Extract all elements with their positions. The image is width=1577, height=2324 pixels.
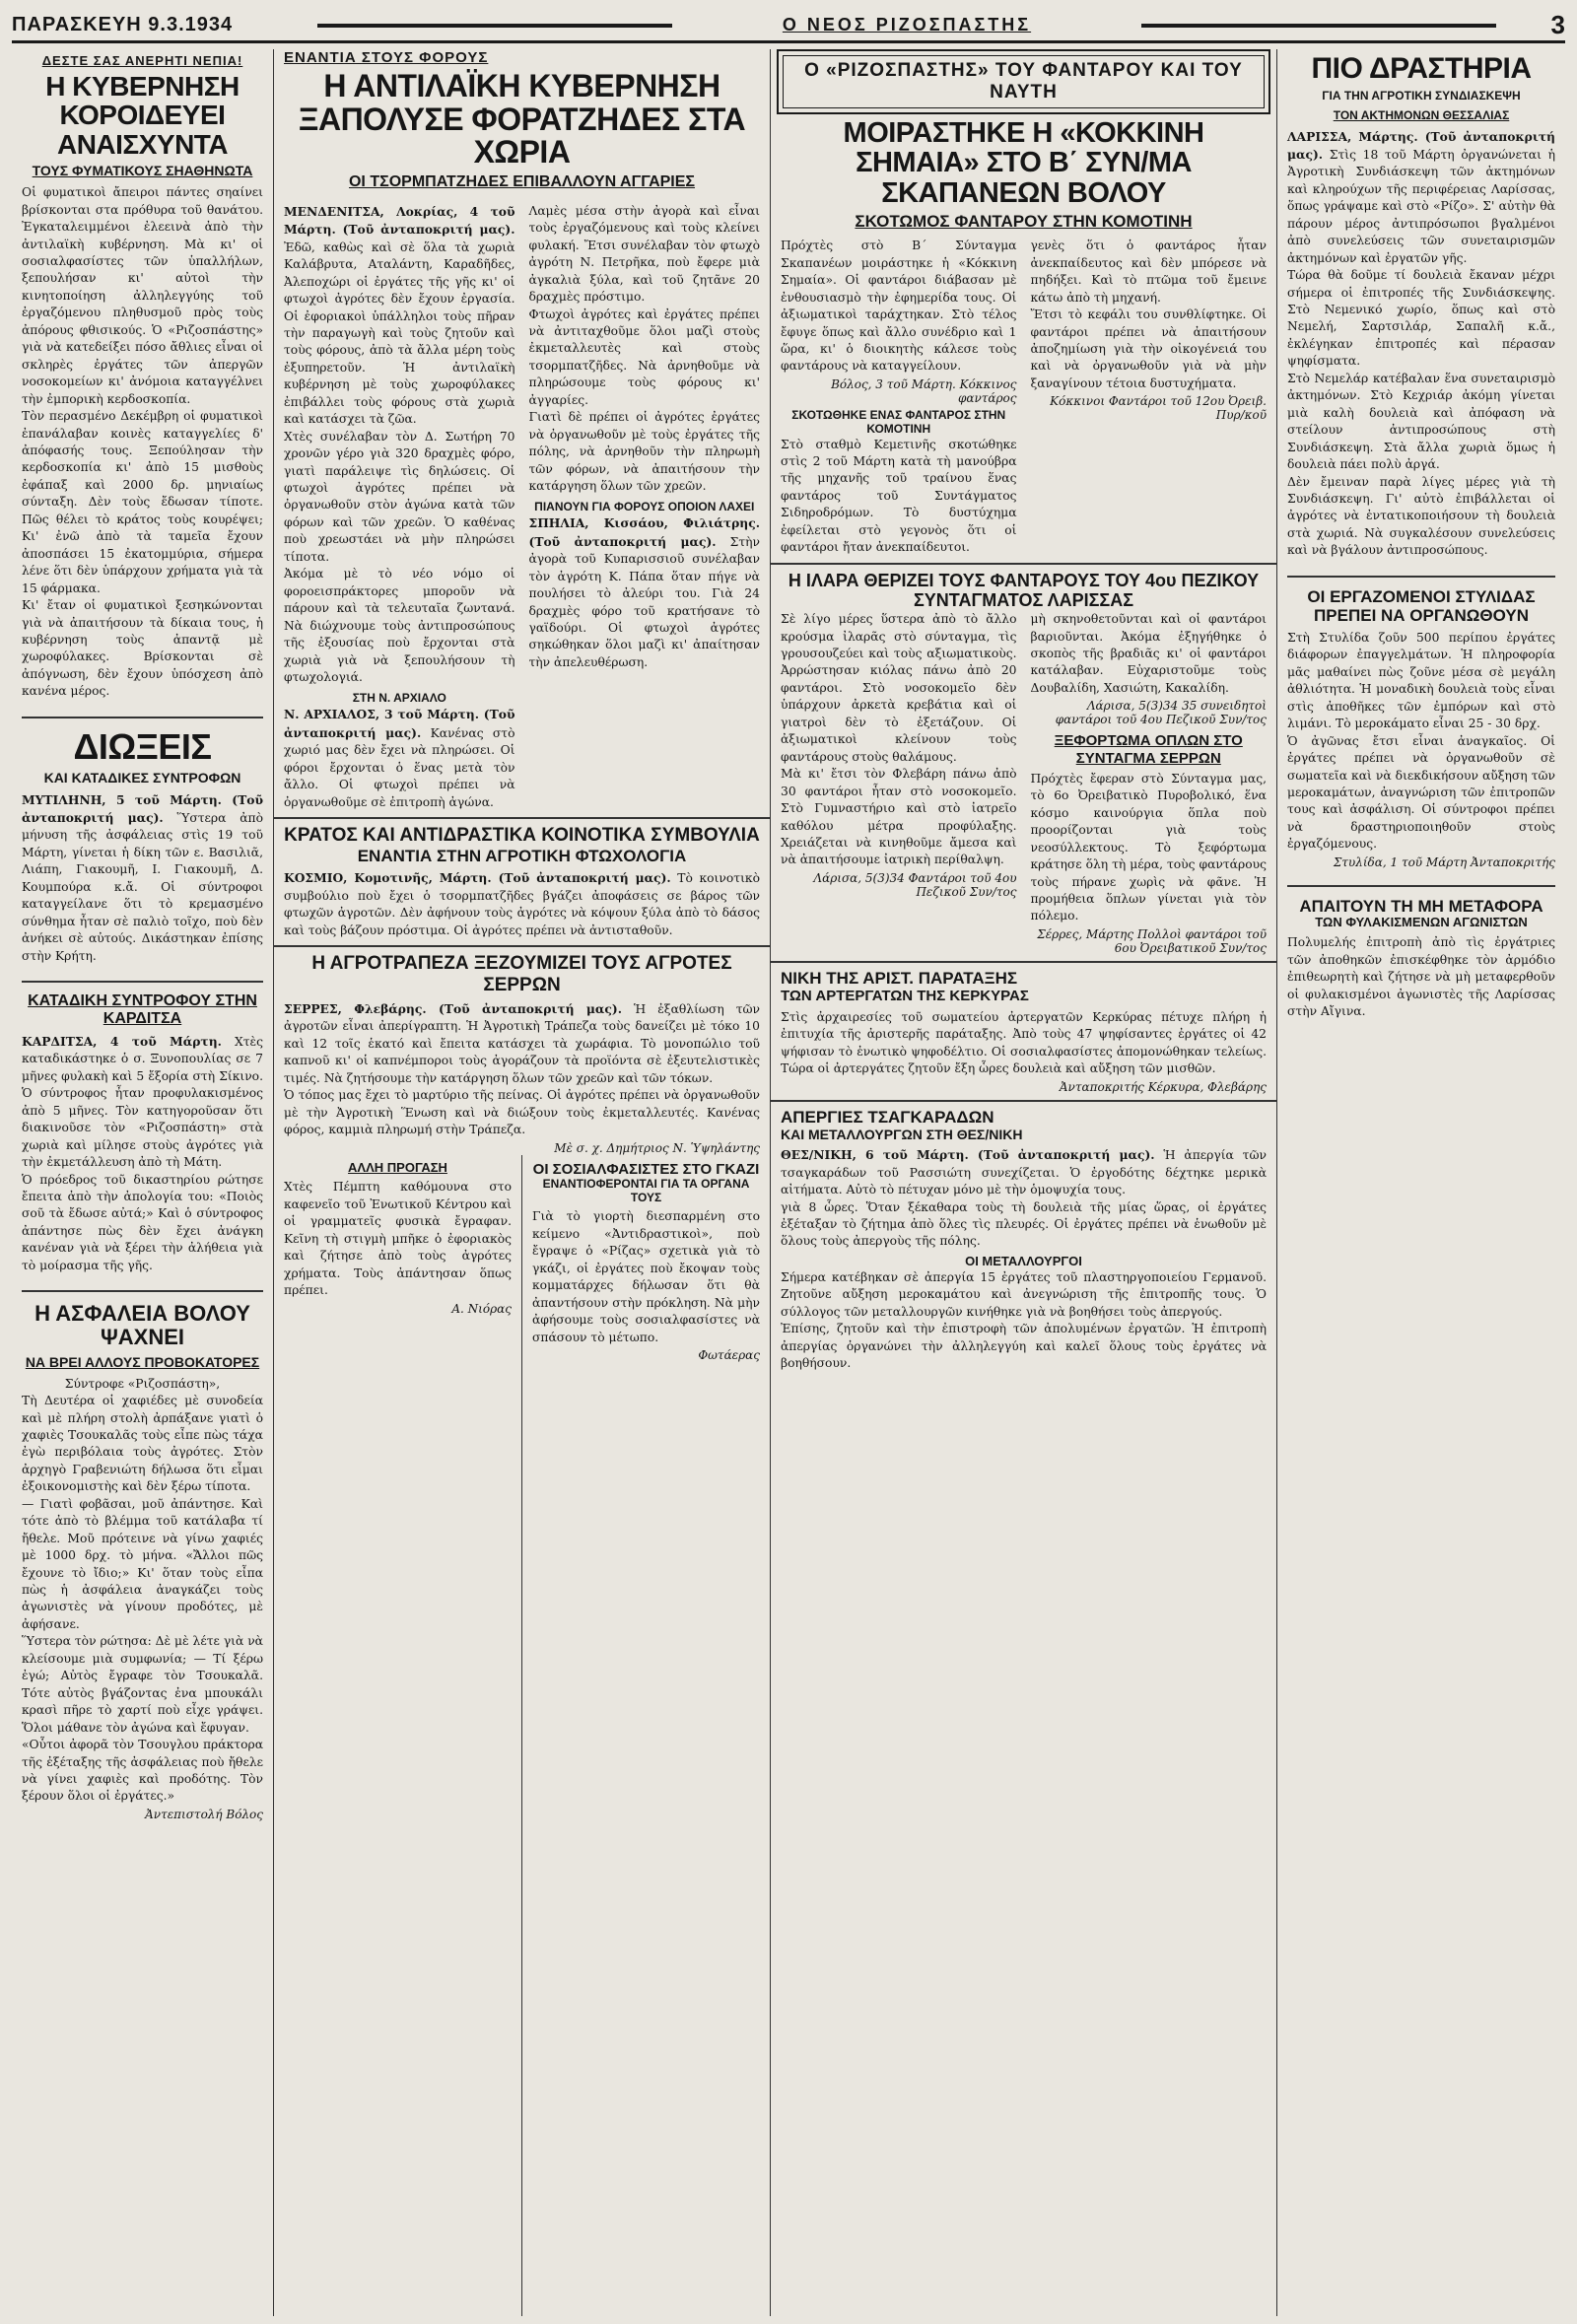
section-title: Ο «ΡΙΖΟΣΠΑΣΤΗΣ» ΤΟΥ ΦΑΝΤΑΡΟΥ ΚΑΙ ΤΟΥ ΝΑΥΤΗ (783, 55, 1265, 108)
article-paragraph: Σὲ λίγο μέρες ὕστερα ἀπὸ τὸ ἄλλο κρούσμα ἰλαρᾶς στὸ σύνταγμα, τὶς γρουσουζεύει καὶ τοὺς αξιωματικοὺς. Ἀρρώστησαν κιόλας πάνω ἀπὸ 20 φαντάροι. Στὸ νοσοκομεῖο δὲν ὑπάρχουν ἀρκετὰ κρεβάτια καὶ οἱ γιατροὶ δὲν τὸ ἐξετάζουν. Οἱ ἀξιωματικοὶ κλείνουν τοὺς φαντάρους στοὺς θαλάμους. (781, 612, 1017, 764)
subcolumn-right (1031, 238, 1268, 556)
divider (1287, 885, 1555, 887)
article-headline: ΜΟΙΡΑΣΤΗΚΕ Η «ΚΟΚΚΙΝΗ ΣΗΜΑΙΑ» ΣΤΟ Β΄ ΣΥΝ/ΜΑ ΣΚΑΠΑΝΕΩΝ ΒΟΛΟΥ (843, 117, 1204, 209)
subcolumn-right (529, 203, 761, 811)
article-headline: ΑΠΕΡΓΙΕΣ ΤΣΑΓΚΑΡΑΔΩΝ (781, 1107, 994, 1127)
article-paragraph: Ἀκόμα μὲ τὸ νέο νόμο οἱ φοροεισπράκτορες μποροῦν νὰ πάρουν καὶ τὰ τελευταῖα ζωντανά. Νὰ διώχνουμε τοὺς ἀντιπροσώπους τῆς ἐξουσίας ποὺ ἔρχονται στὰ χωριὰ γιὰ νὰ ξεπουλήσουν τὴ φτωχολογιά. (284, 567, 515, 685)
divider (22, 717, 263, 718)
article-paragraph (284, 869, 760, 939)
article-paragraph: Ἔτσι τὸ κεφάλι του συνθλίφτηκε. Οἱ φαντάροι πρέπει νὰ ἀπαιτήσουν ἀποζημίωση γιὰ τὴν οἰκογένειά του καὶ νὰ ὀργανωθοῦν γιὰ νὰ μὴν ξαναγίνουν τέτοια δυστυχήματα. (1030, 308, 1267, 390)
article-paragraph: — Γιατὶ φοβᾶσαι, μοῦ ἀπάντησε. Καὶ τότε ἀπὸ τὸ βλέμμα τοῦ κατάλαβα τί ἤθελε. Μοῦ πρότεινε νὰ γίνω χαφιές μὲ 1000 δρχ. τὸ μήνα. «Ἄλλοι πῶς ἔχουνε τὸ ἴδιο;» Κι' ὅταν τοὺς εἶπα πὼς ἡ ἀσφάλεια ἀναγκάζει τοὺς ἀγωνιστὲς νὰ γίνουν προδότες, μὲ ἀφήσανε. (22, 1496, 263, 1631)
article-text: Χτὲς καταδικάστηκε ὁ σ. Ξυνοπουλίας σε 7 μῆνες φυλακὴ καὶ 5 ἔξορία στὴ Σίκινο. Ὁ σύντροφος ἦταν προφυλακισμένος ἀπὸ 5 μῆνες. Τὸν κατηγοροῦσαν ὅτι διακινοῦσε τὸν «Ριζοσπάστη» στὰ χωριὰ καὶ μίλησε στοὺς ἀγρότες γιὰ τὴν ἐκμετάλλευση ἀπὸ τὴ Μάτη. (22, 1034, 263, 1170)
divider (274, 817, 770, 819)
article-text: Στὴν ἀγορὰ τοῦ Κυπαρισσιοῦ συνέλαβαν τὸν ἀγρότη Κ. Πάπα ὅταν πήγε νὰ πουλήσει τὸ ἀλεύρι του. Γιὰ 24 δραχμὲς φόρο τοῦ κρατήσανε τὸ γαϊδούρι. Οἱ φτωχοὶ ἀγρότες σηκώθηκαν ὅλοι μαζὶ κι' ἀπαίτησαν τὴν ἀπελευθέρωση. (528, 534, 760, 669)
article-text: Τὸ κοινοτικὸ συμβούλιο ποὺ ἔχει ὁ τσορμπατζῆδες βγάζει ἀποφάσεις σε βάρος τῶν φτωχῶν ἀγροτῶν. Δὲν ἀφήνουν τοὺς ἀγρότες νὰ κόψουν ξύλα ἀπὸ τὸ δάσος καὶ τοὺς βάζουν πρόστιμα. Οἱ ἀγρότες πρέπει νὰ ἀντισταθοῦν. (284, 871, 760, 937)
article-subhead: ΠΡΕΠΕΙ ΝΑ ΟΡΓΑΝΩΘΟΥΝ (1314, 606, 1529, 626)
article-paragraph: Μὰ κι' ἔτσι τὸν Φλεβάρη πάνω ἀπὸ 30 φαντάροι ἦταν στὸ νοσοκομεῖο. Στὸ Γυμναστήριο καὶ στὸ ἰατρεῖο καθόλου μέτρα προφύλαξης. Χρειάζεται νὰ κινηθοῦμε ἄμεσα καὶ νὰ ἀπαιτήσουμε ἰατρικὴ περίθαλψη. (781, 767, 1017, 867)
article-headline: ΟΙ ΣΟΣΙΑΛΦΑΣΙΣΤΕΣ ΣΤΟ ΓΚΑΖΙ (532, 1160, 760, 1178)
article-subhead: ΝΑ ΒΡΕΙ ΑΛΛΟΥΣ ΠΡΟΒΟΚΑΤΟΡΕΣ (25, 1353, 260, 1370)
article-signature: Φωτάερας (698, 1347, 760, 1362)
article-paragraph: Γιατὶ δὲ πρέπει οἱ ἀγρότες ἐργάτες νὰ ὀργανωθοῦν μὲ τοὺς ἐργάτες τῆς πόλης, νὰ ἀρνηθοῦν τὴν πληρωμὴ τῶν φόρων, νὰ ἀπαιτήσουν τὴν κατάργηση ὅλων τῶν χρεῶν. (528, 410, 760, 494)
subcolumn-left (781, 238, 1017, 556)
newspaper-title: Ο ΝΕΟΣ ΡΙΖΟΣΠΑΣΤΗΣ (782, 15, 1032, 34)
divider (1287, 576, 1555, 578)
subcolumn-left (781, 611, 1017, 955)
article-dateline: ΚΟΣΜΙΟ, Κομοτινῆς, Μάρτη. (Τοῦ ἀνταποκριτή μας). (284, 870, 671, 886)
article-measles (771, 571, 1276, 611)
divider (771, 961, 1276, 963)
article-headline: ΑΛΛΗ ΠΡΟΓΑΣΗ (348, 1159, 447, 1175)
article-signature: Σέρρες, Μάρτης Πολλοὶ φαντάροι τοῦ 6ου Ὀρειβατικοῦ Συν/τος (1037, 926, 1267, 955)
article-paragraph (781, 1146, 1267, 1198)
article-subhead: ΣΚΟΤΩΜΟΣ ΦΑΝΤΑΡΟΥ ΣΤΗΝ ΚΟΜΟΤΙΝΗ (855, 212, 1193, 232)
article-subhead: ΕΝΑΝΤΙΟΦΕΡΟΝΤΑΙ ΓΙΑ ΤΑ ΟΡΓΑΝΑ ΤΟΥΣ (542, 1176, 750, 1204)
article-kicker: ΔΕΣΤΕ ΣΑΣ ΑΝΕΡΗΤΙ ΝΕΠΙΑ! (41, 53, 243, 68)
article-red-flag (771, 114, 1276, 238)
article-paragraph: Ὁ πρόεδρος τοῦ δικαστηρίου ρώτησε ἔπειτα ἀπὸ τὴν ἀπολογία του: «Ποιὸς σοῦ τὰ ἔδωσε αὐτά;» Καὶ ὁ σύντροφος ἀπάντησε πὼς δὲν ἔχει ἀνάγκη κανέναν γιὰ νὰ ξέρει τὴν ἀλήθεια γιὰ τὸ μοίρασμα τῆς γῆς. (22, 1172, 263, 1272)
article-agrarian-conference (1287, 49, 1555, 570)
article-tuberculosis (22, 49, 263, 711)
article-subhead: ΤΟΝ ΑΚΤΗΜΟΝΩΝ ΘΕΣΣΑΛΙΑΣ (1333, 107, 1510, 122)
article-subhead: ΟΙ ΤΣΟΡΜΠΑΤΖΗΔΕΣ ΕΠΙΒΑΛΛΟΥΝ ΑΓΓΑΡΙΕΣ (348, 172, 696, 190)
article-paragraph: Ὁ ἀγῶνας ἔτσι εἶναι ἀναγκαῖος. Οἱ ἐργάτες πρέπει νὰ ὀργανωθοῦν σὲ σωματεῖα καὶ νὰ διεκδικήσουν αὔξηση τῶν μεροκαμάτων, ἀναγνώριση τῶν ἐπιτροπῶν τους καὶ ἀσφάλιση. Οἱ σύντροφοι πρέπει νὰ δραστηριοποιηθοῦν στοὺς ἐργαζόμενους. (1287, 733, 1555, 852)
divider (22, 981, 263, 983)
article-headline: ΔΙΩΞΕΙΣ (73, 725, 212, 767)
article-text: Ἡ ἐξαθλίωση τῶν ἀγροτῶν εἶναι ἀπερίγραπτη. Ἡ Ἀγροτικὴ Τράπεζα τοὺς δανείζει μὲ τόκο 10 καὶ 12 τοῖς ἑκατό καὶ ἔπειτα κατάσχει τὰ χωράφια. Τὸ μονοπώλιο τοῦ καπνοῦ κι' οἱ καπνέμποροι τοὺς ἀγοράζουν τὰ προϊόντα σὲ ἐξευτελιστικὲς τιμές. Νὰ ζητήσουμε τὴν κατάργηση ὅλων τῶν χρεῶν καὶ τῶν τόκων. (284, 1001, 760, 1085)
article-headline: Η ΑΓΡΟΤΡΑΠΕΖΑ ΞΕΖΟΥΜΙΖΕΙ ΤΟΥΣ ΑΓΡΟΤΕΣ ΣΕΡΡΩΝ (311, 953, 732, 996)
section-box-title (777, 49, 1270, 114)
masthead-rule-left (317, 24, 672, 28)
two-column-body (771, 238, 1276, 556)
article-headline: ΑΠΑΙΤΟΥΝ ΤΗ ΜΗ ΜΕΤΑΦΟΡΑ (1299, 896, 1543, 916)
article-salutation: Σύντροφε «Ριζοσπάστη», (64, 1376, 221, 1391)
article-headline: ΠΙΟ ΔΡΑΣΤΗΡΙΑ (1311, 52, 1532, 85)
article-paragraph: Πολυμελής ἐπιτροπὴ ἀπὸ τὶς ἐργάτριες τῶν ἀποθηκῶν ἐπισκέφθηκε τὸν ἀρμόδιο ἐπιθεωρητὴ καὶ ζήτησε νὰ μὴ μεταφερθοῦν οἱ φυλακισμένοι ἀγωνιστὲς τῆς Λαρίσσας στὴν Αἴγινα. (1287, 935, 1555, 1019)
article-paragraph: Ὕστερα τὸν ρώτησα: Δὲ μὲ λέτε γιὰ νὰ κλείσουμε μιὰ συμφωνία; — Τί ξέρω ἐγώ; Αὐτὸς ἔγραφε τὸν Τσουκαλᾶ. Τότε αὐτὸς βγάζοντας ἐνα μπουκάλι κρασὶ πῆρε τὸ χαρτί ποὺ εἶχε γράψει. Ὅλοι μάθανε τὸν ἀγώνα καὶ ἔφυγαν. (22, 1634, 263, 1735)
article-paragraph: Ἐπίσης, ζητοῦν καὶ τὴν ἐπιστροφὴ τῶν ἀπολυμένων ἐργατῶν. Ἡ ἐπιτροπὴ ἀπεργίας ὀργανώνει τὴν ἀλληλεγγύη καὶ καλεῖ ὅλους τοὺς ἐργάτες νὰ βοηθήσουν. (781, 1322, 1267, 1371)
article-kicker: ΕΝΑΝΤΙΑ ΣΤΟΥΣ ΦΟΡΟΥΣ (284, 49, 489, 66)
divider (274, 945, 770, 947)
article-community-councils (274, 825, 770, 939)
article-subhead: ΤΟΥΣ ΦΥΜΑΤΙΚΟΥΣ ΣΗΑΘΗΝΩΤΑ (32, 163, 253, 179)
masthead (12, 10, 1565, 43)
article-dateline: ΣΕΡΡΕΣ, Φλεβάρης. (Τοῦ ἀνταποκριτή μας). (284, 1000, 622, 1016)
article-tax-collectors (274, 49, 770, 203)
article-headline: ΠΙΑΝΟΥΝ ΓΙΑ ΦΟΡΟΥΣ ΟΠΟΙΟΝ ΛΑΧΕΙ (534, 500, 755, 514)
article-headline: ΚΑΤΑΔΙΚΗ ΣΥΝΤΡΟΦΟΥ ΣΤΗΝ ΚΑΡΔΙΤΣΑ (28, 992, 257, 1028)
article-paragraph: Γιὰ τὸ γιορτὴ διεσπαρμένη στο κείμενο «Ἀντιδραστικοὶ», ποὺ ἔγραψε ὁ «Ρίζας» σχετικὰ γιὰ τὸ γκάζι, οἱ ἐργάτες ποὺ ἔκοψαν τοὺς κομματάρχες δήλωσαν ὅτι θὰ ἀπαντήσουν στὴν πρόκληση. Νὰ μὴν ἀφήσουμε τοὺς σοσιαλφασίστες νὰ σπάσουν τὸ μέτωπο. (532, 1209, 760, 1344)
article-headline: ΣΚΟΤΩΘΗΚΕ ΕΝΑΣ ΦΑΝΤΑΡΟΣ ΣΤΗΝ ΚΟΜΟΤΙΝΗ (791, 407, 1006, 436)
article-paragraph: Πρόχτὲς ἔφεραν στὸ Σύνταγμα μας, τὸ 6ο Ὀρειβατικὸ Πυροβολικό, ἕνα κόσμο καινούργια ὅπλα ποὺ προορίζονται γιὰ τοὺς νεοσύλλεκτους. Τὸ ξεφόρτωμα κράτησε ὅλη τὴ μέρα, τοὺς φαντάρους τοὺς πήρανε χωρὶς νὰ φᾶνε. Ἡ προμήθεια ὅπλων γίνεται γιὰ τὸν πόλεμο. (1030, 771, 1267, 923)
article-karditsa (22, 989, 263, 1284)
article-headline: Η ΑΝΤΙΛΑΪΚΗ ΚΥΒΕΡΝΗΣΗ ΞΑΠΟΛΥΣΕ ΦΟΡΑΤΖΗΔΕΣ ΣΤΑ ΧΩΡΙΑ (298, 68, 746, 171)
article-paragraph (22, 791, 263, 966)
two-column-body (274, 203, 770, 811)
article-paragraph: μὴ σκηνοθετοῦνται καὶ οἱ φαντάροι βαριοῦνται. Ἀκόμα ἐξηγήθηκε ὁ σκοπὸς τῆς βραδιᾶς κι' οἱ φαντάροι κατάλαβαν. Εὐχαριστοῦμε τοὺς Δουβαλίδη, Χασιώτη, Κακαλίδη. (1030, 612, 1267, 695)
article-subhead: ΚΑΙ ΜΕΤΑΛΛΟΥΡΓΩΝ ΣΤΗ ΘΕΣ/ΝΙΚΗ (781, 1127, 1023, 1143)
article-paragraph: Τώρα θὰ δοῦμε τί δουλειὰ ἔκαναν μέχρι σήμερα οἱ ἐπιτροπές τῆς Συνδιάσκεψης. Στὸ Νεμενικό χωρίο, ὅπως καὶ στὸ Νεμελή, Σαρτσιλάρ, Σαπαλῆ κ.ἄ., ἐκλέγηκαν ἐπιτροπές καὶ πέρασαν ψηφίσματα. (1287, 268, 1555, 369)
article-paragraph: Στὴ Στυλίδα ζοῦν 500 περίπου ἐργάτες διάφορων ἐπαγγελμάτων. Ἡ πληροφορία μᾶς μαθαίνει πὼς ζοῦνε μέσα σὲ μεγάλη ἀθλιότητα. Ἡ μοναδικὴ δουλειὰ τοὺς εἶναι στὶς ἀποθῆκες τῶν ἐμπόρων καὶ στὸ λιμάνι. Τὸ μεροκάματο εἶναι 25 - 30 δρχ. (1287, 630, 1555, 731)
article-signature: Κόκκινοι Φαντάροι τοῦ 12ου Ὀρειβ. Πυρ/κοῦ (1050, 394, 1267, 423)
article-paragraph: Χτὲς συνέλαβαν τὸν Δ. Σωτήρη 70 χρονῶν γέρο γιὰ 320 δραχμὲς φόρο, γιατὶ παράλειψε τὶς δηλώσεις. Οἱ φτωχοὶ ἀγρότες πρέπει νὰ ὀργανωθοῦν στὸν ἀγώνα κατὰ τῶν φόρων καὶ τῶν χρεῶν. Ὁ καθένας ποὺ χρεωστάει νὰ μὴν πληρώσει τίποτα. (284, 429, 515, 564)
article-persecutions (22, 724, 263, 975)
article-subhead: ΤΩΝ ΑΡΤΕΡΓΑΤΩΝ ΤΗΣ ΚΕΡΚΥΡΑΣ (781, 988, 1029, 1005)
article-paragraph: Τὸν περασμένο Δεκέμβρη οἱ φυματικοὶ ἐπανάλαβαν κοινὲς καταγγελίες δ' ἀπόφασής τους. Ξεπούλησαν τὴν κερδοσκοπία κι' ἀπὸ 15 μισθοὺς ἐφάπαξ καὶ 2000 δρ. μηνιαίως σύνταξη. Δὲν τοὺς ἔδωσαν τίποτε. Πῶς θέλει τὸ κράτος τοὺς κουρέψει; Κι' ἐνῶ ἀπὸ τὰ ταμεῖα ἔχουν ἀποσπάσει 15 ἐκατομμύρια, σήμερα λένε ὅτι δὲν ὑπάρχουν χρήματα γιὰ τὰ 15 φάρμακα. (22, 409, 263, 595)
article-agrarian-bank (274, 953, 770, 1154)
article-text: Ἐδῶ, καθὼς καὶ σὲ ὅλα τὰ χωριὰ Καλάβρυτα, Αταλάντη, Καραδῆδες, Ἀλεποχώρι οἱ ἐργάτες τῆς γῆς κι' οἱ φτωχοὶ ἀγρότες δὲν ἔχουν ἐργασία. Οἱ ἐφοριακοὶ ὑπάλληλοι τοὺς πῆραν τὴν παραγωγὴ καὶ τοὺς ζητοῦν καὶ τοὺς φόρους, ἀπὸ τὰ ἄλλα μέρη τοὺς ἐξυπηρετοῦν. Ἡ ἀντιλαϊκὴ κυβέρνηση μὲ τοὺς χωροφύλακες ἐπιβάλλει τοὺς φόρους στὰ χωριὰ καὶ κατάσχει τὰ ζῶα. (284, 239, 515, 427)
article-thessaloniki-strikes (771, 1108, 1276, 1373)
divider (771, 1100, 1276, 1102)
article-headline: ΞΕΦΟΡΤΩΜΑ ΟΠΛΩΝ ΣΤΟ ΣΥΝΤΑΓΜΑ ΣΕΡΡΩΝ (1054, 732, 1243, 767)
article-text: Ὕστερα ἀπὸ μήνυση τῆς ἀσφάλειας στὶς 19 τοῦ Μάρτη, γίνεται ἡ δίκη τῶν ε. Βασιλιᾶ, Λιάπη, Γιακουμῆ, Ι. Γιακουμῆ, Δ. Κουμπούρα κ.ἄ. Οἱ σύντροφοι καταγγείλανε ὅτι τὸ κρεμασμένο σύνθημα ἦταν σὲ παλιὸ τοῖχο, ποὺ δὲν ἀνήκει σὲ αὐτούς. Δικάστηκαν ἐπίσης στὴν Κρήτη. (22, 811, 263, 963)
article-dateline: Ν. ΑΡΧΙΑΛΟΣ, 3 τοῦ Μάρτη. (Τοῦ ἀνταποκριτή μας). (284, 707, 515, 740)
article-headline: Η ΙΛΑΡΑ ΘΕΡΙΖΕΙ ΤΟΥΣ ΦΑΝΤΑΡΟΥΣ ΤΟΥ 4ου ΠΕΖΙΚΟΥ ΣΥΝΤΑΓΜΑΤΟΣ ΛΑΡΙΣΣΑΣ (788, 570, 1260, 611)
article-paragraph: Στὸ σταθμὸ Κεμετινῆς σκοτώθηκε στὶς 2 τοῦ Μάρτη κατὰ τὴ μανούβρα τῆς μηχανῆς τοῦ τραίνου ἕνας φαντάρος τοῦ Συντάγματος Σιδηροδρόμων. Τὸ δυστύχημα ἐφείλεται στὸ γεγονὸς ὅτι οἱ φαντάροι ἤταν ἀνεκπαίδευτοι. (781, 437, 1017, 555)
article-paragraph: Πρόχτὲς στὸ Β΄ Σύνταγμα Σκαπανέων μοιράστηκε ἡ «Κόκκινη Σημαία». Οἱ φαντάροι διάβασαν μὲ ἐνθουσιασμὸ τὴν ἐφημερίδα τους. Οἱ ἀξιωματικοὶ ταράχτηκαν. Στὸ τέλος ἔφυγε ὅπως καὶ ἄλλο συνέδριο καὶ 1 ὥρα, κι' ὁ διοικητὴς κάλεσε τοὺς φαντάρους νὰ καταγγείλουν. (781, 239, 1017, 374)
two-column-body (771, 611, 1276, 955)
article-paragraph: Χτὲς Πέμπτη καθόμουνα στο καφενεῖο τοῦ Ἐνωτικοῦ Κέντρου καὶ οἱ γραμματεῖς φυσικὰ ἔγραφαν. Κεῖνη τὴ στιγμὴ μπῆκε ὁ ἐφοριακὸς καὶ ζήτησε ἀπὸ τοὺς ἀγρότες χρήματα. Τοὺς ἀπάντησαν ὅπως πρέπει. (284, 1180, 512, 1298)
article-signature: Λάρισα, 5(3)34 Φαντάροι τοῦ 4ου Πεζικοῦ Συν/τος (813, 870, 1017, 899)
article-paragraph (1287, 128, 1555, 268)
article-paragraph: Λαμὲς μέσα στὴν ἀγορὰ καὶ εἶναι τοὺς ἐργαζόμενους καὶ τοὺς κλείνει φυλακή. Ἔτσι συνέλαβαν τὸν φτωχὸ ἀγρότη Ν. Πετρῆκα, ποὺ ἔφερε μιὰ ἀγκαλιὰ ξύλα, καὶ τοῦ ζητᾶνε 20 δραχμὲς πρόστιμο. (528, 203, 760, 305)
column-2 (274, 49, 771, 2316)
article-text: Κανένας στὸ χωριό μας δὲν ἔχει νὰ πληρώσει. Οἱ φόροι ἔρχονται ὁ ἕνας μετὰ τὸν ἄλλο. Οἱ φτωχοὶ πρέπει νὰ ὀργανωθοῦμε σὲ ἐπιτροπὴ ἀγώνα. (284, 725, 515, 809)
page-number: 3 (1550, 10, 1565, 39)
article-paragraph (22, 1033, 263, 1172)
article-paragraph: «Οὗτοι ἀφορᾶ τὸν Τσουγλου πράκτορα τῆς ἐξέταξης τῆς ἀσφάλειας ποὺ ἤθελε νὰ γίνει χαφιὲς καὶ προδότης. Τὸν ξέρουν ὅλοι οἱ ἐργάτες.» (22, 1738, 263, 1804)
divider (22, 1290, 263, 1292)
article-text: Ἡ ἀπεργία τῶν τσαγκαράδων τοῦ Ρασσιώτη συνεχίζεται. Ὁ ἐργοδότης δέχτηκε μερικὰ αἰτήματα. Αὐτὸ τὸ πέτυχαν μόνο μὲ τὴν ὁμοψυχία τους. (781, 1148, 1267, 1197)
article-headline: ΚΡΑΤΟΣ ΚΑΙ ΑΝΤΙΔΡΑΣΤΙΚΑ ΚΟΙΝΟΤΙΚΑ ΣΥΜΒΟΥΛΙΑ (284, 824, 760, 846)
column-3 (771, 49, 1277, 2316)
article-headline: ΣΤΗ Ν. ΑΡΧΙΑΛΟ (352, 691, 446, 706)
article-paragraph: γενὲς ὅτι ὁ φαντάρος ἦταν ἀνεκπαίδευτος καὶ δὲν μπόρεσε νὰ πηδήξει. Καὶ τὸ πτῶμα τοῦ ἔμεινε κάτω ἀπὸ τὴ μηχανή. (1030, 239, 1267, 305)
article-headline: ΟΙ ΕΡΓΑΖΟΜΕΝΟΙ ΣΤΥΛΙΔΑΣ (1307, 586, 1536, 606)
article-paragraph (284, 706, 515, 811)
article-paragraph: Φτωχοὶ ἀγρότες καὶ ἐργάτες πρέπει νὰ ἀντιταχθοῦμε ὅλοι μαζὶ στοὺς ἐκμεταλλευτὲς καὶ στοὺς τσορμπατζῆδες. Νὰ ἀρνηθοῦμε νὰ πληρώσουμε τοὺς φόρους κι' ἀγγαρίες. (528, 307, 760, 407)
article-signature: Μὲ σ. χ. Δημήτριος Ν. Ὑψηλάντης (554, 1140, 760, 1155)
article-subhead: ΤΩΝ ΦΥΛΑΚΙΣΜΕΝΩΝ ΑΓΩΝΙΣΤΩΝ (1315, 915, 1528, 930)
article-dateline: ΚΑΡΔΙΤΣΑ, 4 τοῦ Μάρτη. (22, 1033, 222, 1049)
article-paragraph: Στὸ Νεμελάρ κατέβαλαν ἕνα συνεταιρισμὸ ἀκτημόνων. Στὸ Κεχριάρ ἀκόμη γίνεται μιὰ καλὴ δουλειὰ καὶ ἀπόφαση νὰ στείλουν ἀντιπροσώπους στὴ Συνδιάσκεψη. Στὰ ἄλλα χωριὰ ὅμως ἡ δουλειὰ πάει πολὺ ἀργά. (1287, 371, 1555, 472)
issue-date: ΠΑΡΑΣΚΕΥΗ 9.3.1934 (12, 14, 234, 35)
columns (12, 49, 1565, 2316)
article-dateline: ΛΑΡΙΣΣΑ, Μάρτης. (Τοῦ ἀνταποκριτή μας). (1287, 128, 1555, 162)
bottom-grid (274, 1155, 770, 2317)
article-signature: Ἀντεπιστολή Βόλος (145, 1807, 263, 1821)
article-other-pretext (274, 1155, 521, 2317)
divider (771, 563, 1276, 565)
article-volos-security (22, 1298, 263, 1831)
article-paragraph (284, 1000, 760, 1087)
article-dateline: ΜΕΝΔΕΝΙΤΣΑ, Λοκρίας, 4 τοῦ Μάρτη. (Τοῦ ἀνταποκριτή μας). (284, 203, 515, 238)
article-subhead: ΚΑΙ ΚΑΤΑΔΙΚΕΣ ΣΥΝΤΡΟΦΩΝ (43, 769, 241, 786)
subcolumn-right (1031, 611, 1268, 955)
article-signature: Στυλίδα, 1 τοῦ Μάρτη Ἀνταποκριτής (1333, 854, 1555, 869)
masthead-rule-right (1141, 24, 1496, 28)
article-signature: Βόλος, 3 τοῦ Μάρτη. Κόκκινος φαντάρος (831, 376, 1017, 405)
article-headline: ΝΙΚΗ ΤΗΣ ΑΡΙΣΤ. ΠΑΡΑΤΑΞΗΣ (781, 968, 1018, 988)
article-paragraph: γιὰ 8 ὧρες. Ὅταν ξέκαθαρα τοὺς τὴ δουλειὰ τῆς μίας ὥρας, οἱ ἐργάτες ἐξέταξαν τὸ ζήτημα ἀπὸ ὅλες τὶς πλευρές. Οἱ ἐργάτες πρέπει νὰ ἑνωθοῦν μὲ ὅλους τοὺς ἀπεργοὺς τῆς πόλης. (781, 1199, 1267, 1249)
article-paragraph: Δὲν ἔμειναν παρὰ λίγες μέρες γιὰ τὴ Συνδιάσκεψη. Γι' αὐτὸ ἐπιβάλλεται οἱ ἀγρότες νὰ ἐντατικοποιήσουν τὴ δουλειὰ στὰ χωριά. Νὰ συγκαλέσουν συνελεύσεις καὶ νὰ βγάλουν ἀντιπροσώπους. (1287, 474, 1555, 558)
subcolumn-left (284, 203, 515, 811)
article-paragraph: Ὁ τόπος μας ἔχει τὸ μαρτύριο τῆς πείνας. Οἱ ἀγρότες πρέπει νὰ ὀργανωθοῦν μὲ τὴν Ἀγροτικὴ Ἕνωση καὶ νὰ διώξουν τοὺς ἐκμεταλλευτές. Κανένας φόρος, καμμιὰ πληρωμή στὴν Τράπεζα. (284, 1088, 760, 1137)
article-paragraph: Τὴ Δευτέρα οἱ χαφιέδες μὲ συνοδεία καὶ μὲ πλήρη στολὴ ἀρπάξανε γιατὶ ὁ χαφιὲς Τσουκαλᾶς τοὺς εἶπε πὼς τάχα ἐγὼ περιβόλαια τοὺς ἀγρότες. Στὸν ἀρχηγὸ Γραβενιώτη δήλωσα ὅτι εἶμαι ἐξοικονομιστὴς καὶ δὲν ξέρω τίποτα. (22, 1394, 263, 1494)
article-headline: Η ΑΣΦΑΛΕΙΑ ΒΟΛΟΥ ΨΑΧΝΕΙ (34, 1301, 250, 1350)
article-paragraph: Κι' ἔταν οἱ φυματικοὶ ξεσηκώνονται γιὰ νὰ ἀπαιτήσουν τὰ δίκαια τους, ἡ κυβέρνηση τοὺς ἀπαντᾷ μὲ χωροφύλακες. Βρίσκονται σὲ ἀπόγνωση, δὲν ἔχουν ὑπόσχεση ἀπὸ κανένα μέρος. (22, 598, 263, 699)
article-dateline: ΘΕΣ/ΝΙΚΗ, 6 τοῦ Μάρτη. (Τοῦ ἀνταποκριτή μας). (781, 1147, 1155, 1163)
article-paragraph (529, 514, 761, 671)
article-headline: ΟΙ ΜΕΤΑΛΛΟΥΡΓΟΙ (965, 1253, 1082, 1268)
article-corfu-bakers (771, 969, 1276, 1094)
article-subhead: ΓΙΑ ΤΗΝ ΑΓΡΟΤΙΚΗ ΣΥΝΔΙΑΣΚΕΨΗ (1322, 88, 1521, 103)
article-stylida-workers (1287, 583, 1555, 879)
column-1 (12, 49, 274, 2316)
article-subhead: ΕΝΑΝΤΙΑ ΣΤΗΝ ΑΓΡΟΤΙΚΗ ΦΤΩΧΟΛΟΓΙΑ (357, 846, 687, 865)
article-gas-socialfascists (521, 1155, 770, 2317)
article-signature: Ἀνταποκριτής Κέρκυρα, Φλεβάρης (1059, 1079, 1267, 1094)
article-paragraph: Σήμερα κατέβηκαν σὲ ἀπεργία 15 ἐργάτες τοῦ πλαστηργοποιείου Γερμανοῦ. Ζητοῦνε αὔξηση μεροκαμάτου καὶ ἀνεγνώριση τῆς ἐπιτροπῆς τους. Ὁ σύλλογος τῶν μεταλλουργῶν κινήθηκε γιὰ νὰ βοηθήσει τοὺς ἀπεργούς. (781, 1269, 1267, 1319)
article-signature: Α. Νιόρας (451, 1301, 512, 1316)
article-paragraph (284, 203, 515, 429)
article-dateline: ΜΥΤΙΛΗΝΗ, 5 τοῦ Μάρτη. (Τοῦ ἀνταποκριτή μας). (22, 791, 263, 826)
article-paragraph: Οἱ φυματικοὶ ἄπειροι πάντες σηαίνει βρίσκονται στα πρόθυρα τοῦ θανάτου. Ἐγκαταλειμμένοι ἐλεεινὰ ἀπὸ τὴν ἀντιλαϊκὴ κυβέρνηση. Μὰ κι' οἱ σοσιαλφασίστες τῶν ὑπαλλήλων, ξεπουλήσαν κι' αὐτοὶ τὴν κινητοποίηση ἀλληλεγγύης τοῦ ἐργαζόμενου πληθυσμοῦ πρὸς τοὺς ἀπόρους φθισικούς. Ὁ «Ριζοσπάστης» γιὰ νὰ κατεδείξει πόσο ἄθλιες εἶναι οἱ σκληρὲς ἐργάτες τῶν ἀπεργῶν νοσοκομείων κι' ἀνόμοια καταγγέλνει τὴν ἐμπορικὴ κερδοσκοπία. (22, 185, 263, 406)
article-text: Στὶς 18 τοῦ Μάρτη ὀργανώνεται ἡ Ἀγροτικὴ Συνδιάσκεψη τῶν ἀκτημόνων καὶ κληρούχων τῆς περιφέρειας Λαρίσσας, ὅπως γράψαμε καὶ στὸ «Ρίζο». Σ' αὐτὴν θὰ πάρουν μέρος ἀντιπρόσωποι βγαλμένοι ἀπὸ συνελεύσεις τῶν συνεταιρισμῶν ἀκτημόνων καὶ ἐργατῶν γῆς. (1287, 147, 1555, 265)
article-prisoners-transfer (1287, 893, 1555, 1031)
article-signature: Λάρισα, 5(3)34 35 συνειδητοὶ φαντάροι τοῦ 4ου Πεζικοῦ Συν/τος (1055, 699, 1267, 727)
article-paragraph: Στὶς ἀρχαιρεσίες τοῦ σωματείου ἀρτεργατῶν Κερκύρας πέτυχε πλήρη ἡ ἐπιτυχία τῆς ἀριστερῆς παράταξης. Ἀπὸ τοὺς 47 ψηφίσαντες ἐργάτες οἱ 42 ψήφισαν τὸ ἐνωτικὸ ψηφοδέλτιο. Οἱ σοσιαλφασίστες ἀπομονώθηκαν τελείως. Τώρα οἱ ἀρτεργάτες ζητοῦν ἔξη ὧρες δουλειὰ καὶ αὔξηση τῶν μισθῶν. (781, 1009, 1267, 1076)
article-headline: Η ΚΥΒΕΡΝΗΣΗ ΚΟΡΟΙΔΕΥΕΙ ΑΝΑΙΣΧΥΝΤΑ (45, 71, 240, 160)
column-4 (1277, 49, 1565, 2316)
article-dateline: ΣΠΗΛΙΑ, Κισσάου, Φιλιάτρης. (Τοῦ ἀνταποκριτή μας). (528, 515, 760, 549)
